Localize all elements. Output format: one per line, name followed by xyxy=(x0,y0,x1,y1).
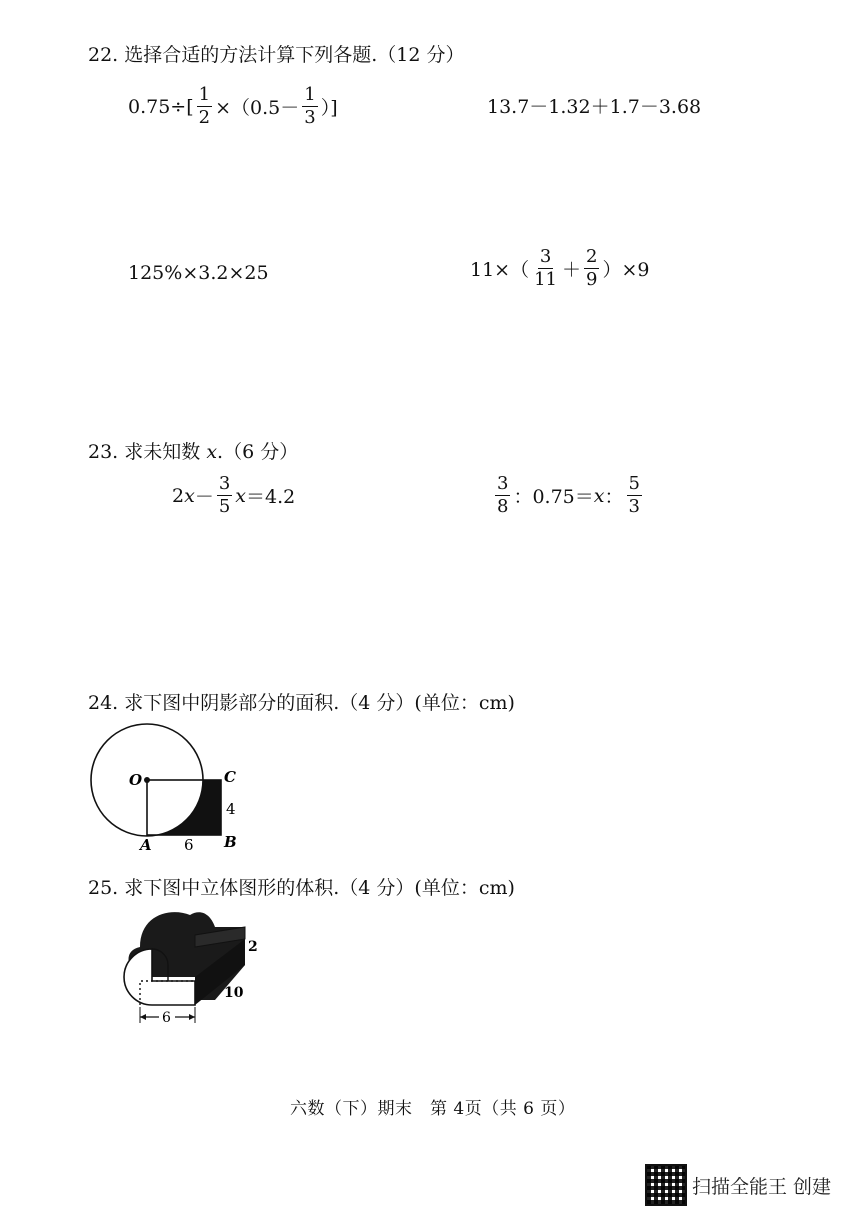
question-23-title xyxy=(88,437,298,464)
q22-e1-part-a: 0.75÷[ xyxy=(128,95,194,118)
fraction-numerator: 3 xyxy=(497,473,509,494)
q22-expression-1 xyxy=(128,86,338,127)
center-point-o xyxy=(144,777,150,783)
q23-title-tail: .（6 分） xyxy=(217,441,299,463)
fraction-denominator: 2 xyxy=(198,107,211,128)
label-c: C xyxy=(224,768,236,786)
q22-expression-4 xyxy=(470,248,650,289)
variable-x: x xyxy=(593,484,605,507)
fraction-numerator: 2 xyxy=(586,246,598,267)
fraction-3-5 xyxy=(217,475,232,516)
label-depth: 10 xyxy=(224,985,244,1001)
label-width: 6 xyxy=(162,1010,171,1026)
equation-rhs: ＝4.2 xyxy=(246,486,296,508)
q22-e4-part-a: 11×（ xyxy=(470,259,530,281)
fraction-denominator: 9 xyxy=(586,269,598,290)
fraction-3-8 xyxy=(495,475,510,516)
ratio-part: ：0.75＝ xyxy=(513,486,594,508)
scanner-watermark: 扫描全能王 创建 xyxy=(692,1176,832,1198)
variable-x: x xyxy=(184,484,195,507)
q22-expression-3: 125%×3.2×25 xyxy=(128,262,269,284)
q23-equation-2 xyxy=(492,475,645,516)
fraction-numerator: 1 xyxy=(198,84,211,105)
fraction-numerator: 3 xyxy=(539,246,552,267)
solid-figure xyxy=(100,905,270,1030)
label-bottom-length: 6 xyxy=(184,836,194,854)
question-25-title: 25. 求下图中立体图形的体积.（4 分）(单位：cm) xyxy=(88,877,515,899)
page-footer: 六数（下）期末 第 4页（共 6 页） xyxy=(290,1099,576,1119)
q23-equation-1 xyxy=(172,475,295,516)
coefficient: 2 xyxy=(172,484,185,507)
fraction-numerator: 1 xyxy=(304,84,316,105)
fraction-numerator: 5 xyxy=(628,473,640,494)
fraction-denominator: 11 xyxy=(534,269,558,290)
label-thickness: 2 xyxy=(248,939,258,955)
q22-e4-part-b: ）×9 xyxy=(602,259,650,281)
fraction-denominator: 5 xyxy=(218,496,231,517)
fraction-denominator: 8 xyxy=(497,496,509,517)
fraction-3-11 xyxy=(532,248,559,289)
qr-code-icon xyxy=(645,1164,687,1206)
fraction-5-3 xyxy=(627,475,642,516)
q22-expression-2: 13.7－1.32＋1.7－3.68 xyxy=(487,96,702,118)
fraction-numerator: 3 xyxy=(218,473,231,494)
ratio-colon: ： xyxy=(604,486,624,508)
question-22-title: 22. 选择合适的方法计算下列各题.（12 分） xyxy=(88,44,465,66)
fraction-1-3 xyxy=(302,86,317,127)
label-a: A xyxy=(140,836,152,854)
q22-e4-plus: ＋ xyxy=(562,259,582,281)
minus-sign: － xyxy=(194,486,214,508)
fraction-1-2 xyxy=(197,86,212,127)
label-b: B xyxy=(224,833,237,851)
variable-x: x xyxy=(235,484,246,507)
question-24-title: 24. 求下图中阴影部分的面积.（4 分）(单位：cm) xyxy=(88,692,515,714)
fraction-denominator: 3 xyxy=(628,496,640,517)
label-o: O xyxy=(129,771,143,789)
q22-e1-part-b: ×（0.5－ xyxy=(215,97,300,119)
q23-title-text: 23. 求未知数 xyxy=(88,441,201,463)
fraction-denominator: 3 xyxy=(304,107,316,128)
label-side-length: 4 xyxy=(226,800,236,818)
shaded-area-figure xyxy=(80,722,260,857)
fraction-2-9 xyxy=(584,248,599,289)
q23-title-variable: x xyxy=(206,441,218,463)
q22-e1-part-c: ）] xyxy=(320,97,338,119)
